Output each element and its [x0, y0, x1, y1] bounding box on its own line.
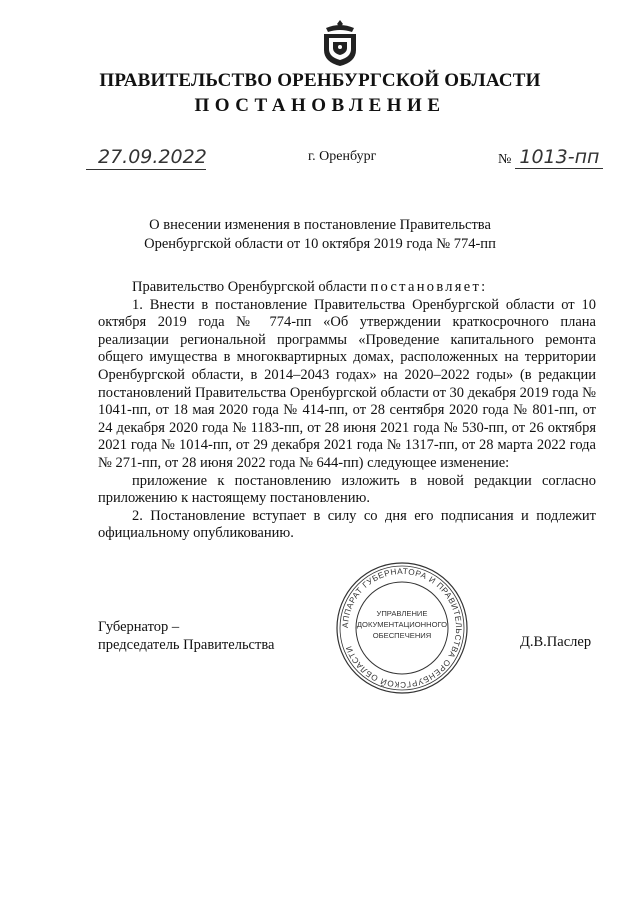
intro-spaced-verb: постановляет:: [370, 279, 488, 295]
organization-title: ПРАВИТЕЛЬСТВО ОРЕНБУРГСКОЙ ОБЛАСТИ: [99, 70, 541, 91]
document-city: г. Оренбург: [308, 149, 377, 164]
seal-ring-text: АППАРАТ ГУБЕРНАТОРА И ПРАВИТЕЛЬСТВА ОРЕНБУРГСКОЙ ОБЛАСТИ: [340, 566, 464, 690]
intro-text: Правительство Оренбургской области: [132, 279, 371, 295]
document-subject: [0, 216, 640, 254]
seal-center-line-1: УПРАВЛЕНИЕ: [376, 609, 428, 618]
official-seal: [334, 560, 470, 696]
document-body: [98, 279, 596, 543]
number-value: 1013-пп: [515, 146, 603, 169]
signatory-title: [98, 618, 274, 654]
document-number: [498, 146, 603, 168]
seal-center-line-2: ДОКУМЕНТАЦИОННОГО: [356, 620, 448, 629]
subject-line-1: О внесении изменения в постановление Правительства: [149, 217, 491, 233]
paragraph-3: 2. Постановление вступает в силу со дня его подписания и подлежит официальному опубликованию.: [98, 507, 596, 542]
document-date: 27.09.2022: [86, 146, 206, 170]
document-type: ПОСТАНОВЛЕНИЕ: [194, 95, 446, 116]
signatory-title-line-1: Губернатор –: [98, 619, 180, 635]
signatory-name: Д.В.Паслер: [520, 634, 592, 650]
subject-line-2: Оренбургской области от 10 октября 2019 года № 774-пп: [144, 236, 496, 252]
paragraph-2: приложение к постановлению изложить в новой редакции согласно приложению к настоящему постановлению.: [98, 472, 596, 507]
coat-of-arms-icon: [318, 18, 362, 68]
seal-center-line-3: ОБЕСПЕЧЕНИЯ: [372, 631, 432, 640]
intro-paragraph: [98, 279, 596, 297]
paragraph-1: 1. Внести в постановление Правительства Оренбургской области от 10 октября 2019 года № 774-пп «Об утверждении краткосрочного плана реализации региональной программы «Проведение капитального ремонта общего имущества в многоквартирных домах, расположенных на территории Оренбургской области, в 2014–2043 годах» на 2020–2022 годы» (в редакции постановлений Правительства Оренбургской области от 30 декабря 2019 года № 1041-пп, от 18 мая 2020 года № 414-пп, от 28 сентября 2020 года № 801-пп, от 24 декабря 2020 года № 1183-пп, от 28 июня 2021 года № 530-пп, от 26 октября 2021 года № 1014-пп, от 29 декабря 2021 года № 1317-пп, от 28 марта 2022 года № 271-пп, от 28 июня 2022 года № 644-пп) следующее изменение:: [98, 296, 596, 471]
number-prefix: №: [498, 152, 512, 167]
signatory-title-line-2: председатель Правительства: [98, 637, 275, 653]
